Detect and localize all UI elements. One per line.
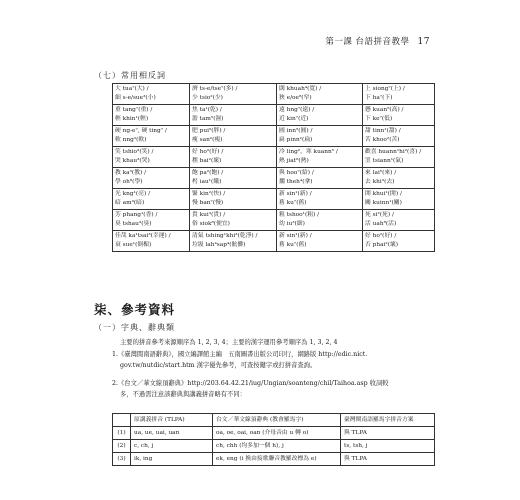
romanization-comparison-table bbox=[112, 413, 435, 466]
antonym-word: 圓 inn⁵(圓) / bbox=[279, 128, 313, 134]
antonym-word: 飽 pa²(飽) / bbox=[192, 170, 224, 176]
antonym-word: 暗 am³(暗) bbox=[115, 200, 145, 206]
antonym-word: 熱 jiat⁸(熱) bbox=[279, 158, 309, 164]
antonym-pair-cell bbox=[277, 147, 363, 168]
antonym-word: 與 hoo⁷(給) / bbox=[279, 170, 314, 176]
table-cell: (2) bbox=[113, 440, 131, 453]
antonym-pair-cell bbox=[363, 210, 435, 231]
table-row bbox=[113, 189, 435, 210]
antonym-pair-cell bbox=[190, 84, 277, 105]
table-cell: c, ch, j bbox=[131, 440, 213, 453]
antonym-word: 好 ho²(好) / bbox=[365, 233, 397, 239]
antonym-word: 教 ka³(教) / bbox=[115, 170, 147, 176]
antonym-word: 清氣 tshing¹khi³(乾淨) / bbox=[192, 233, 258, 239]
table-cell: ek, eng (i 換由接歌聯音教羅改標為 e) bbox=[213, 453, 341, 466]
antonym-word: 活 uah⁸(活) bbox=[365, 221, 397, 227]
antonym-pair-cell bbox=[363, 105, 435, 126]
antonym-word: 大 tua⁷(大) / bbox=[115, 86, 149, 92]
table-row bbox=[113, 105, 435, 126]
chapter-heading: 柒、參考資料 bbox=[94, 302, 176, 317]
antonym-word: 緊 kin²(快) / bbox=[192, 191, 226, 197]
antonym-pair-cell bbox=[277, 189, 363, 210]
table-row bbox=[113, 147, 435, 168]
reference-item-1-line: gov.tw/nutdic/start.htm 漢字優先參考，可查按鍵字或打拼音查詢。 bbox=[120, 362, 317, 369]
table-cell: ua, ue, uai, uan bbox=[131, 427, 213, 440]
antonym-word: 死 si²(死) / bbox=[365, 212, 394, 218]
table-row bbox=[113, 427, 435, 440]
antonym-word: 哭 khau³(哭) bbox=[115, 158, 150, 164]
antonyms-table bbox=[112, 83, 435, 252]
antonym-word: 瘦 san²(瘦) bbox=[192, 137, 223, 143]
table-header-cell: 臺灣閩南語羅馬字拼音方案 bbox=[341, 414, 435, 427]
antonym-word: 甜 tinn¹(甜) / bbox=[365, 128, 401, 134]
antonym-pair-cell bbox=[113, 168, 190, 189]
antonym-word: 粗 tshoo¹(粗) / bbox=[279, 212, 320, 218]
antonym-pair-cell bbox=[363, 231, 435, 252]
antonym-pair-cell bbox=[113, 147, 190, 168]
antonym-word: 笑 tshio³(笑) / bbox=[115, 149, 154, 155]
antonym-word: 關 kuinn¹(關) bbox=[365, 200, 402, 206]
antonym-word: 遠 hng⁷(遠) / bbox=[279, 107, 315, 113]
table-header-row bbox=[113, 414, 435, 427]
table-row bbox=[113, 440, 435, 453]
antonym-word: 好 ho²(好) / bbox=[192, 149, 224, 155]
antonym-word: 舊 ku⁷(舊) bbox=[279, 200, 307, 206]
antonyms-heading: （七）常用相反詞 bbox=[94, 71, 166, 80]
antonym-pair-cell bbox=[190, 168, 277, 189]
antonym-pair-cell bbox=[190, 210, 277, 231]
table-cell: oa, oe, oai, oan (介母音由 u 轉 o) bbox=[213, 427, 341, 440]
reference-item-2-line: 多，不過需注意該辭典與講義拼音略有不同： bbox=[120, 391, 246, 398]
antonym-word: 焦 ta¹(乾) / bbox=[192, 107, 222, 113]
antonym-word: 澹 tam⁵(濕) bbox=[192, 116, 224, 122]
table-row bbox=[113, 126, 435, 147]
table-cell: ik, ing bbox=[131, 453, 213, 466]
antonym-word: 扁 pinn²(扁) bbox=[279, 137, 313, 143]
chapter-title: 第一課 台語拼音教學 bbox=[325, 37, 410, 47]
antonym-word: 歡喜 huann¹hi²(喜) / bbox=[365, 149, 422, 155]
antonym-word: 䆀 bai²(壞) bbox=[192, 158, 222, 164]
reference-item-1 bbox=[112, 349, 432, 371]
table-header-cell bbox=[113, 414, 131, 427]
table-cell: 與 TLPA bbox=[341, 453, 435, 466]
antonym-word: 下 ha⁷(下) bbox=[365, 95, 393, 101]
table-cell: ch, chh (均多加一個 h), j bbox=[213, 440, 341, 453]
table-row bbox=[113, 210, 435, 231]
antonym-pair-cell bbox=[363, 168, 435, 189]
antonym-pair-cell bbox=[190, 105, 277, 126]
reference-item-1-line: 1.《臺灣閩南語辭典》，國立編譯館主編 五南圖書出版公司印行，網路版 http://edic.nict. bbox=[112, 351, 368, 358]
table-cell: 與 TLPA bbox=[341, 427, 435, 440]
antonym-pair-cell bbox=[363, 189, 435, 210]
antonym-word: 芳 phang¹(香) / bbox=[115, 212, 158, 218]
antonym-pair-cell bbox=[190, 189, 277, 210]
antonym-word: 佳哉 ka¹tsai³(幸運) / bbox=[115, 233, 171, 239]
antonym-pair-cell bbox=[190, 231, 277, 252]
antonym-word: 垃圾 lah⁴sap⁴(骯髒) bbox=[192, 242, 246, 248]
antonym-pair-cell bbox=[277, 126, 363, 147]
antonym-word: 闊 khuah⁴(寬) / bbox=[279, 86, 322, 92]
antonym-pair-cell bbox=[113, 126, 190, 147]
antonym-word: 否 phai²(壞) bbox=[365, 242, 399, 248]
table-cell: (3) bbox=[113, 453, 131, 466]
antonym-word: 去 khi³(去) bbox=[365, 179, 395, 185]
running-header bbox=[88, 35, 430, 51]
antonym-word: 濟 ts-e/tse⁷(多) / bbox=[192, 86, 238, 92]
antonym-word: 近 kin⁷(近) bbox=[279, 116, 309, 122]
antonym-pair-cell bbox=[277, 210, 363, 231]
antonym-word: 開 khui¹(開) / bbox=[365, 191, 402, 197]
antonym-pair-cell bbox=[277, 231, 363, 252]
table-cell: (1) bbox=[113, 427, 131, 440]
table-row bbox=[113, 84, 435, 105]
antonym-word: 來 lai⁵(來) / bbox=[365, 170, 397, 176]
table-row bbox=[113, 453, 435, 466]
antonym-pair-cell bbox=[113, 84, 190, 105]
antonym-word: 硬 ng-e⁷, 硬 ting⁷ / bbox=[115, 128, 167, 134]
antonym-pair-cell bbox=[363, 126, 435, 147]
antonym-pair-cell bbox=[277, 84, 363, 105]
table-row bbox=[113, 231, 435, 252]
antonym-word: 下 ke⁷(低) bbox=[365, 116, 393, 122]
antonym-word: 舊 ku⁷(舊) bbox=[279, 242, 307, 248]
reference-item-2 bbox=[112, 378, 432, 400]
antonym-word: 少 tsio²(少) bbox=[192, 95, 223, 101]
antonym-word: 臭 tshau³(臭) bbox=[115, 221, 152, 227]
antonym-word: 上 siong⁷(上) / bbox=[365, 86, 405, 92]
antonym-word: 罣 tsiann¹(氣) bbox=[365, 158, 404, 164]
antonym-word: 衰 sue¹(倒楣) bbox=[115, 242, 152, 248]
antonym-word: 冷 ling²，寒 kuann⁵ / bbox=[279, 149, 338, 155]
antonym-word: 重 tang⁷(重) / bbox=[115, 107, 153, 113]
antonym-pair-cell bbox=[277, 105, 363, 126]
antonym-word: 貴 kui³(貴) / bbox=[192, 212, 226, 218]
antonym-pair-cell bbox=[190, 126, 277, 147]
antonym-word: 肥 pui⁵(胖) / bbox=[192, 128, 226, 134]
antonym-pair-cell bbox=[113, 210, 190, 231]
table-header-cell: 台文／華文線頂辭典 (教會羅馬字) bbox=[213, 414, 341, 427]
table-cell: ts, tsh, j bbox=[341, 440, 435, 453]
reference-priority-note: 主要的拼音參考來源順序為 1, 2, 3, 4；主要的漢字運用參考順序為 1, 3, 2, 4 bbox=[120, 339, 338, 346]
antonym-pair-cell bbox=[363, 147, 435, 168]
antonym-word: 懸 kuan⁵(高) / bbox=[365, 107, 404, 113]
antonym-word: 擱 theh⁴(拿) bbox=[279, 179, 313, 185]
antonym-word: 慢 ban⁷(慢) bbox=[192, 200, 224, 206]
subsection-heading: （一）字典、辭典類 bbox=[94, 323, 175, 332]
antonym-word: 光 kng¹(亮) / bbox=[115, 191, 151, 197]
antonym-pair-cell bbox=[113, 105, 190, 126]
table-header-cell: 原講義拼音 (TLPA) bbox=[131, 414, 213, 427]
antonym-word: 輕 khin¹(輕) bbox=[115, 116, 149, 122]
antonym-word: 新 sin¹(新) / bbox=[279, 191, 312, 197]
antonym-word: 學 oh⁸(學) bbox=[115, 179, 143, 185]
antonym-pair-cell bbox=[113, 231, 190, 252]
antonym-word: 幼 iu³(細) bbox=[279, 221, 305, 227]
antonym-pair-cell bbox=[277, 168, 363, 189]
antonym-word: 細 s-e/sue³(小) bbox=[115, 95, 156, 101]
page-number: 17 bbox=[417, 37, 430, 47]
table-row bbox=[113, 168, 435, 189]
antonym-word: 狹 e/oe⁸(窄) bbox=[279, 95, 312, 101]
antonym-word: 俗 siok⁸(便宜) bbox=[192, 221, 230, 227]
antonym-pair-cell bbox=[113, 189, 190, 210]
antonym-pair-cell bbox=[363, 84, 435, 105]
reference-item-2-line: 2.《台文／華文線頂辭典》http://203.64.42.21/iug/Ungian/soanteng/chil/Taihoa.asp 收詞較 bbox=[112, 380, 389, 387]
antonym-word: 軟 nng²(軟) bbox=[115, 137, 147, 143]
antonym-word: 枵 iau¹(餓) bbox=[192, 179, 222, 185]
antonym-word: 新 sin¹(新) / bbox=[279, 233, 312, 239]
antonym-pair-cell bbox=[190, 147, 277, 168]
antonym-word: 苦 khoo²(苦) bbox=[365, 137, 400, 143]
